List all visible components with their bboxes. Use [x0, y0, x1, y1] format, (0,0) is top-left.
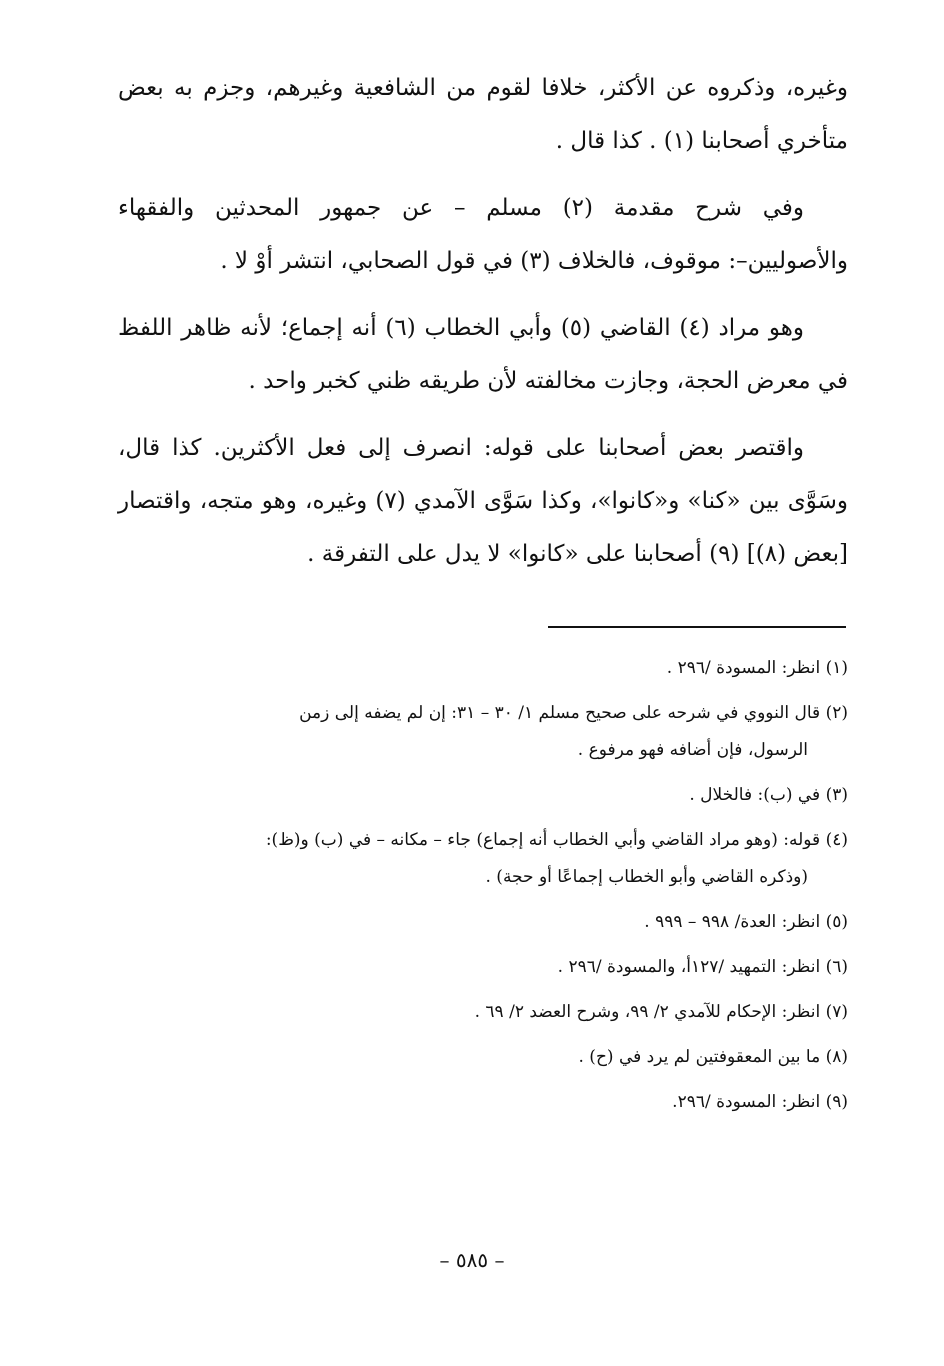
- paragraph-1: [118, 62, 848, 168]
- page-number: – ٥٨٥ –: [439, 1248, 505, 1272]
- paragraph-4-line-3: واقتصار [بعض (٨)] (٩) أصحابنا على «كانوا» لا يدل على التفرقة .: [118, 488, 848, 567]
- footnote-9: (٩) انظر: المسودة /٢٩٦.: [672, 1092, 848, 1112]
- footnote-separator: [548, 626, 846, 628]
- paragraph-2: [118, 182, 848, 288]
- footnote-8: (٨) ما بين المعقوفتين لم يرد في (ح) .: [578, 1047, 848, 1067]
- paragraph-1-line-1: وغيره، وذكروه عن الأكثر، خلافا لقوم من الشافعية وغيرهم، وجزم به بعض: [118, 75, 848, 101]
- footnote-4-line-2: (وذكره القاضي وأبو الخطاب إجماعًا أو حجة) .: [485, 867, 808, 887]
- paragraph-4-line-2: وسَوَّى بين «كنا» و«كانوا»، وكذا سَوَّى الآمدي (٧) وغيره، وهو متجه،: [199, 488, 849, 514]
- paragraph-3-line-2: في معرض الحجة، وجازت مخالفته لأن طريقه ظني كخبر واحد .: [248, 368, 848, 394]
- paragraph-3-line-1: وهو مراد (٤) القاضي (٥) وأبي الخطاب (٦) أنه إجماع؛ لأنه ظاهر اللفظ: [118, 315, 804, 341]
- paragraph-4-line-1: واقتصر بعض أصحابنا على قوله: انصرف إلى فعل الأكثرين. كذا قال،: [118, 435, 804, 461]
- paragraph-3: [118, 302, 848, 408]
- paragraph-1-line-2: متأخري أصحابنا (١) . كذا قال .: [555, 128, 848, 154]
- main-text: [118, 62, 848, 595]
- footnote-7: (٧) انظر: الإحكام للآمدي ٢/ ٩٩، وشرح العضد ٢/ ٦٩ .: [474, 1002, 848, 1022]
- footnote-4-line-1: (٤) قوله: (وهو مراد القاضي وأبي الخطاب أنه إجماع) جاء – مكانه – في (ب) و(ظ):: [265, 830, 848, 850]
- footnote-4: [118, 822, 848, 896]
- footnote-2-line-1: (٢) قال النووي في شرحه على صحيح مسلم ١/ ٣٠ – ٣١: إن لم يضفه إلى زمن: [299, 703, 848, 723]
- footnote-2-line-2: الرسول، فإن أضافه فهو مرفوع .: [577, 740, 808, 760]
- footnote-5: (٥) انظر: العدة/ ٩٩٨ – ٩٩٩ .: [644, 912, 848, 932]
- paragraph-2-line-2: والأصوليين–: موقوف، فالخلاف (٣) في قول الصحابي، انتشر أوْ لا .: [220, 248, 848, 274]
- paragraph-4: [118, 422, 848, 581]
- footnote-3: (٣) في (ب): فالخلال .: [689, 785, 848, 805]
- paragraph-2-line-1: وفي شرح مقدمة (٢) مسلم – عن جمهور المحدثين والفقهاء: [118, 195, 804, 221]
- footnotes: [118, 650, 848, 1129]
- footnote-2: [118, 695, 848, 769]
- footnote-6: (٦) انظر: التمهيد /١٢٧أ، والمسودة /٢٩٦ .: [557, 957, 848, 977]
- footnote-1: (١) انظر: المسودة /٢٩٦ .: [666, 658, 848, 678]
